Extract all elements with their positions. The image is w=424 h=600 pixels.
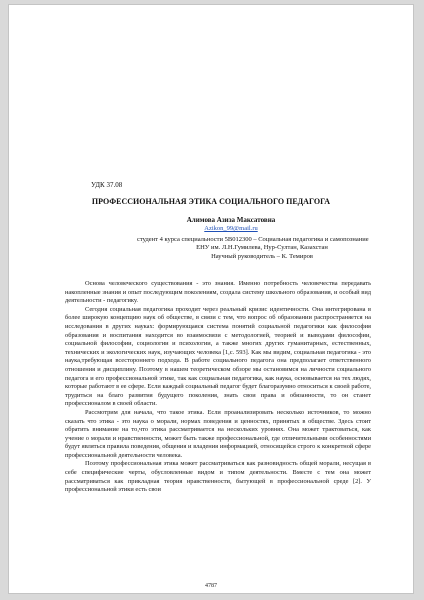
paragraph: Поэтому профессиональная этика может рассматриваться как разновидность общей морали, несущая в себе специфические черты, обусловленные видом и типом деятельности. Вместе с тем она может рассматриваться как прикладная теория нравственности, бытующей в профессиональной среде [2]. У профессиональной этики есть свои xyxy=(65,460,371,494)
paragraph: Рассмотрим для начала, что такое этика. Если проанализировать несколько источников, то можно сказать что этика - это наука о морали, нормах поведения и ценностях, принятых в обществе. Здесь стоит обратить внимание на то,что этика рассматривается на нескольких уровнях. Она может трактоваться, как учение о морали и нравственности, может быть также профессиональной, где отличительными особенностями будут являться правила поведения, общения и владения информацией, относящейся строго к конкретной сфере профессиональной деятельности человека. xyxy=(65,408,371,459)
affiliation-line-specialty: студент 4 курса специальности 5В012300 – Социальная педагогика и самопознание xyxy=(137,236,369,243)
page-number: 4787 xyxy=(205,583,217,589)
article-body xyxy=(65,280,371,495)
author-affiliation xyxy=(137,236,407,261)
paragraph: Сегодня социальная педагогика проходит через реальный кризис идентичности. Она интегрирована в более широкую концепцию наук об обществе, в связи с тем, что вопрос об образовании распространяется на исследования в других науках: формирующаяся система понятий социальной педагогики как философия образования и воспитания находится во взаимосвязи с методологией, теорией и выводами философии, социальной философии, социологии и психологии, а также многих других гуманитарных, естественных, технических и экологических наук, изучающих человека [1,c. 593]. Как мы видим, социальная педагогика - это наука,требующая всестороннего подхода. В работе социального педагога она предполагает ответственного отношения и дисциплину. Поэтому в нашем теоретическом обзоре мы остановимся на личности социального педагога и его профессиональной этике, так как социальная педагогика, как наука, основывается на тех людях, которые работают в ее сфере. Если каждый социальный педагог будет благоразумно относиться к своей работе, трудиться на благо развития будущего поколения, знать свои права и обязанности, то он станет профессионалом в своей области. xyxy=(65,305,371,408)
affiliation-line-university: ЕНУ им. Л.Н.Гумилева, Нур-Султан, Казахстан xyxy=(196,244,328,252)
affiliation-line-supervisor: Научный руководитель – К. Темиров xyxy=(211,252,313,260)
udk-code: УДК 37.08 xyxy=(91,181,123,189)
article-title: ПРОФЕССИОНАЛЬНАЯ ЭТИКА СОЦИАЛЬНОГО ПЕДАГОГА xyxy=(91,197,331,206)
author-name: Алимова Азиза Максатовна xyxy=(186,216,276,224)
paragraph: Основа человеческого существования - это знания. Именно потребность человечества передавать накопленные знания и опыт последующим поколениям, создала систему школьного образования, и особый вид деятельности - педагогику. xyxy=(65,280,371,305)
author-email-link[interactable]: Azikon_99@mail.ru xyxy=(204,225,258,232)
document-page xyxy=(8,4,414,594)
